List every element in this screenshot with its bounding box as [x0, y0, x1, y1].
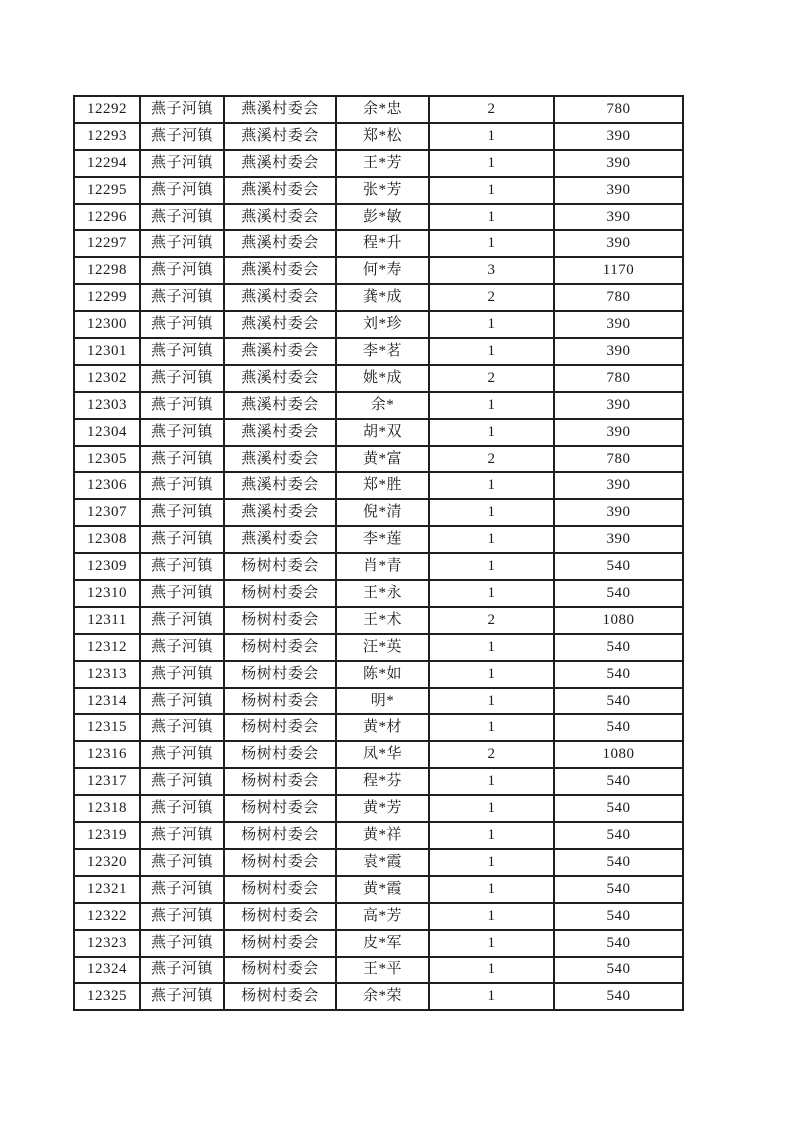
- cell-row-id: 12321: [74, 876, 140, 903]
- cell-person-name: 余*: [336, 392, 429, 419]
- cell-row-id: 12297: [74, 230, 140, 257]
- cell-amount: 540: [554, 849, 683, 876]
- cell-town: 燕子河镇: [140, 365, 224, 392]
- cell-village-committee: 杨树村委会: [224, 768, 336, 795]
- cell-person-count: 3: [429, 257, 554, 284]
- cell-person-count: 1: [429, 230, 554, 257]
- cell-village-committee: 杨树村委会: [224, 795, 336, 822]
- cell-town: 燕子河镇: [140, 338, 224, 365]
- cell-amount: 540: [554, 553, 683, 580]
- cell-person-count: 1: [429, 930, 554, 957]
- cell-town: 燕子河镇: [140, 661, 224, 688]
- table-row: [74, 930, 683, 957]
- cell-row-id: 12322: [74, 903, 140, 930]
- cell-person-name: 肖*青: [336, 553, 429, 580]
- cell-row-id: 12315: [74, 714, 140, 741]
- table-row: [74, 661, 683, 688]
- cell-row-id: 12298: [74, 257, 140, 284]
- cell-town: 燕子河镇: [140, 607, 224, 634]
- table-row: [74, 714, 683, 741]
- cell-village-committee: 杨树村委会: [224, 714, 336, 741]
- cell-town: 燕子河镇: [140, 634, 224, 661]
- table-row: [74, 876, 683, 903]
- cell-person-count: 1: [429, 499, 554, 526]
- cell-town: 燕子河镇: [140, 795, 224, 822]
- cell-town: 燕子河镇: [140, 553, 224, 580]
- cell-amount: 780: [554, 365, 683, 392]
- cell-row-id: 12294: [74, 150, 140, 177]
- cell-person-name: 高*芳: [336, 903, 429, 930]
- cell-amount: 390: [554, 338, 683, 365]
- table-row: [74, 204, 683, 231]
- cell-village-committee: 杨树村委会: [224, 876, 336, 903]
- cell-amount: 390: [554, 311, 683, 338]
- cell-row-id: 12307: [74, 499, 140, 526]
- cell-town: 燕子河镇: [140, 392, 224, 419]
- cell-row-id: 12310: [74, 580, 140, 607]
- cell-village-committee: 燕溪村委会: [224, 446, 336, 473]
- cell-amount: 1080: [554, 607, 683, 634]
- cell-person-count: 1: [429, 983, 554, 1010]
- cell-row-id: 12317: [74, 768, 140, 795]
- cell-person-name: 程*芬: [336, 768, 429, 795]
- cell-town: 燕子河镇: [140, 526, 224, 553]
- cell-village-committee: 燕溪村委会: [224, 150, 336, 177]
- table-row: [74, 446, 683, 473]
- cell-village-committee: 燕溪村委会: [224, 284, 336, 311]
- cell-person-count: 1: [429, 204, 554, 231]
- cell-village-committee: 燕溪村委会: [224, 96, 336, 123]
- cell-amount: 540: [554, 876, 683, 903]
- cell-person-name: 余*忠: [336, 96, 429, 123]
- cell-person-name: 黄*霞: [336, 876, 429, 903]
- cell-person-count: 1: [429, 338, 554, 365]
- cell-row-id: 12319: [74, 822, 140, 849]
- cell-village-committee: 杨树村委会: [224, 983, 336, 1010]
- cell-person-name: 李*茗: [336, 338, 429, 365]
- cell-town: 燕子河镇: [140, 96, 224, 123]
- cell-town: 燕子河镇: [140, 580, 224, 607]
- cell-person-count: 1: [429, 150, 554, 177]
- table-row: [74, 472, 683, 499]
- cell-town: 燕子河镇: [140, 446, 224, 473]
- cell-town: 燕子河镇: [140, 876, 224, 903]
- cell-person-name: 王*术: [336, 607, 429, 634]
- cell-village-committee: 燕溪村委会: [224, 230, 336, 257]
- cell-amount: 390: [554, 177, 683, 204]
- cell-row-id: 12300: [74, 311, 140, 338]
- cell-town: 燕子河镇: [140, 204, 224, 231]
- cell-person-name: 何*寿: [336, 257, 429, 284]
- cell-person-count: 1: [429, 795, 554, 822]
- cell-amount: 540: [554, 957, 683, 984]
- table-row: [74, 768, 683, 795]
- table-row: [74, 311, 683, 338]
- table-row: [74, 822, 683, 849]
- cell-amount: 780: [554, 96, 683, 123]
- table-row: [74, 338, 683, 365]
- cell-town: 燕子河镇: [140, 849, 224, 876]
- cell-amount: 540: [554, 903, 683, 930]
- cell-person-count: 2: [429, 96, 554, 123]
- cell-person-count: 1: [429, 768, 554, 795]
- cell-person-name: 黄*芳: [336, 795, 429, 822]
- cell-village-committee: 杨树村委会: [224, 607, 336, 634]
- cell-village-committee: 杨树村委会: [224, 688, 336, 715]
- cell-amount: 390: [554, 230, 683, 257]
- cell-person-name: 汪*英: [336, 634, 429, 661]
- cell-person-name: 龚*成: [336, 284, 429, 311]
- cell-village-committee: 杨树村委会: [224, 903, 336, 930]
- cell-person-name: 彭*敏: [336, 204, 429, 231]
- table-row: [74, 849, 683, 876]
- cell-person-name: 姚*成: [336, 365, 429, 392]
- cell-person-name: 张*芳: [336, 177, 429, 204]
- cell-person-count: 2: [429, 741, 554, 768]
- cell-amount: 540: [554, 580, 683, 607]
- table-row: [74, 177, 683, 204]
- table-row: [74, 983, 683, 1010]
- cell-row-id: 12306: [74, 472, 140, 499]
- cell-amount: 540: [554, 983, 683, 1010]
- cell-person-count: 1: [429, 553, 554, 580]
- cell-village-committee: 杨树村委会: [224, 930, 336, 957]
- cell-town: 燕子河镇: [140, 123, 224, 150]
- cell-town: 燕子河镇: [140, 714, 224, 741]
- cell-village-committee: 燕溪村委会: [224, 311, 336, 338]
- cell-amount: 390: [554, 419, 683, 446]
- cell-person-count: 1: [429, 526, 554, 553]
- cell-person-name: 郑*松: [336, 123, 429, 150]
- table-row: [74, 553, 683, 580]
- cell-amount: 390: [554, 204, 683, 231]
- cell-person-name: 余*荣: [336, 983, 429, 1010]
- cell-town: 燕子河镇: [140, 930, 224, 957]
- cell-person-count: 1: [429, 849, 554, 876]
- cell-person-name: 皮*军: [336, 930, 429, 957]
- table-row: [74, 634, 683, 661]
- table-row: [74, 150, 683, 177]
- cell-amount: 540: [554, 768, 683, 795]
- table-body: [74, 96, 683, 1010]
- table-row: [74, 419, 683, 446]
- cell-row-id: 12312: [74, 634, 140, 661]
- table-row: [74, 795, 683, 822]
- cell-person-name: 黄*富: [336, 446, 429, 473]
- cell-person-count: 2: [429, 607, 554, 634]
- table-row: [74, 741, 683, 768]
- cell-person-count: 1: [429, 634, 554, 661]
- cell-person-count: 1: [429, 123, 554, 150]
- cell-town: 燕子河镇: [140, 419, 224, 446]
- cell-person-count: 1: [429, 177, 554, 204]
- cell-person-count: 1: [429, 822, 554, 849]
- cell-row-id: 12295: [74, 177, 140, 204]
- cell-town: 燕子河镇: [140, 499, 224, 526]
- table-row: [74, 580, 683, 607]
- cell-row-id: 12296: [74, 204, 140, 231]
- cell-town: 燕子河镇: [140, 284, 224, 311]
- cell-person-name: 袁*霞: [336, 849, 429, 876]
- cell-town: 燕子河镇: [140, 150, 224, 177]
- cell-person-name: 郑*胜: [336, 472, 429, 499]
- cell-amount: 1170: [554, 257, 683, 284]
- cell-village-committee: 杨树村委会: [224, 849, 336, 876]
- cell-person-count: 1: [429, 419, 554, 446]
- cell-row-id: 12313: [74, 661, 140, 688]
- cell-row-id: 12316: [74, 741, 140, 768]
- cell-row-id: 12320: [74, 849, 140, 876]
- cell-amount: 390: [554, 392, 683, 419]
- table-row: [74, 903, 683, 930]
- table-row: [74, 499, 683, 526]
- table-row: [74, 365, 683, 392]
- cell-person-count: 2: [429, 365, 554, 392]
- cell-row-id: 12304: [74, 419, 140, 446]
- payment-roster-table: [73, 95, 684, 1011]
- cell-village-committee: 燕溪村委会: [224, 499, 336, 526]
- table-row: [74, 257, 683, 284]
- cell-town: 燕子河镇: [140, 983, 224, 1010]
- cell-village-committee: 燕溪村委会: [224, 472, 336, 499]
- cell-row-id: 12325: [74, 983, 140, 1010]
- cell-village-committee: 杨树村委会: [224, 580, 336, 607]
- cell-person-name: 陈*如: [336, 661, 429, 688]
- cell-person-count: 1: [429, 714, 554, 741]
- cell-person-count: 1: [429, 311, 554, 338]
- cell-person-name: 王*平: [336, 957, 429, 984]
- cell-row-id: 12309: [74, 553, 140, 580]
- cell-amount: 390: [554, 150, 683, 177]
- cell-person-count: 1: [429, 580, 554, 607]
- cell-amount: 780: [554, 446, 683, 473]
- cell-person-name: 黄*材: [336, 714, 429, 741]
- cell-village-committee: 杨树村委会: [224, 822, 336, 849]
- cell-amount: 1080: [554, 741, 683, 768]
- cell-row-id: 12303: [74, 392, 140, 419]
- cell-row-id: 12323: [74, 930, 140, 957]
- cell-amount: 540: [554, 661, 683, 688]
- cell-person-count: 1: [429, 957, 554, 984]
- cell-village-committee: 杨树村委会: [224, 634, 336, 661]
- cell-village-committee: 燕溪村委会: [224, 338, 336, 365]
- cell-row-id: 12301: [74, 338, 140, 365]
- table-row: [74, 230, 683, 257]
- cell-village-committee: 杨树村委会: [224, 661, 336, 688]
- cell-amount: 390: [554, 472, 683, 499]
- cell-row-id: 12324: [74, 957, 140, 984]
- cell-town: 燕子河镇: [140, 472, 224, 499]
- cell-person-name: 程*升: [336, 230, 429, 257]
- cell-row-id: 12314: [74, 688, 140, 715]
- table-row: [74, 957, 683, 984]
- cell-village-committee: 燕溪村委会: [224, 419, 336, 446]
- cell-village-committee: 燕溪村委会: [224, 123, 336, 150]
- cell-row-id: 12292: [74, 96, 140, 123]
- cell-amount: 540: [554, 688, 683, 715]
- cell-row-id: 12311: [74, 607, 140, 634]
- cell-town: 燕子河镇: [140, 957, 224, 984]
- cell-town: 燕子河镇: [140, 177, 224, 204]
- cell-person-name: 李*莲: [336, 526, 429, 553]
- cell-row-id: 12299: [74, 284, 140, 311]
- cell-town: 燕子河镇: [140, 903, 224, 930]
- cell-person-count: 2: [429, 284, 554, 311]
- cell-amount: 390: [554, 499, 683, 526]
- cell-village-committee: 杨树村委会: [224, 741, 336, 768]
- cell-amount: 390: [554, 526, 683, 553]
- cell-person-name: 胡*双: [336, 419, 429, 446]
- table-row: [74, 123, 683, 150]
- cell-person-count: 1: [429, 903, 554, 930]
- cell-person-count: 1: [429, 876, 554, 903]
- cell-town: 燕子河镇: [140, 230, 224, 257]
- cell-person-name: 明*: [336, 688, 429, 715]
- table-row: [74, 284, 683, 311]
- cell-person-name: 倪*清: [336, 499, 429, 526]
- cell-town: 燕子河镇: [140, 257, 224, 284]
- cell-row-id: 12305: [74, 446, 140, 473]
- cell-village-committee: 杨树村委会: [224, 553, 336, 580]
- cell-row-id: 12293: [74, 123, 140, 150]
- table-row: [74, 607, 683, 634]
- table-row: [74, 392, 683, 419]
- cell-amount: 540: [554, 714, 683, 741]
- cell-person-name: 刘*珍: [336, 311, 429, 338]
- cell-person-count: 1: [429, 472, 554, 499]
- cell-village-committee: 燕溪村委会: [224, 204, 336, 231]
- cell-amount: 540: [554, 795, 683, 822]
- cell-town: 燕子河镇: [140, 822, 224, 849]
- cell-person-name: 王*永: [336, 580, 429, 607]
- cell-village-committee: 燕溪村委会: [224, 526, 336, 553]
- cell-amount: 390: [554, 123, 683, 150]
- cell-amount: 540: [554, 930, 683, 957]
- cell-village-committee: 燕溪村委会: [224, 392, 336, 419]
- cell-amount: 540: [554, 634, 683, 661]
- cell-row-id: 12308: [74, 526, 140, 553]
- cell-village-committee: 燕溪村委会: [224, 177, 336, 204]
- cell-row-id: 12302: [74, 365, 140, 392]
- cell-town: 燕子河镇: [140, 688, 224, 715]
- cell-person-name: 凤*华: [336, 741, 429, 768]
- cell-person-name: 黄*祥: [336, 822, 429, 849]
- cell-town: 燕子河镇: [140, 768, 224, 795]
- cell-village-committee: 燕溪村委会: [224, 257, 336, 284]
- cell-person-count: 1: [429, 688, 554, 715]
- table-row: [74, 526, 683, 553]
- table-row: [74, 688, 683, 715]
- cell-amount: 780: [554, 284, 683, 311]
- cell-person-count: 1: [429, 661, 554, 688]
- table-row: [74, 96, 683, 123]
- cell-amount: 540: [554, 822, 683, 849]
- cell-town: 燕子河镇: [140, 741, 224, 768]
- cell-person-name: 王*芳: [336, 150, 429, 177]
- cell-village-committee: 杨树村委会: [224, 957, 336, 984]
- cell-town: 燕子河镇: [140, 311, 224, 338]
- cell-person-count: 2: [429, 446, 554, 473]
- cell-row-id: 12318: [74, 795, 140, 822]
- cell-village-committee: 燕溪村委会: [224, 365, 336, 392]
- cell-person-count: 1: [429, 392, 554, 419]
